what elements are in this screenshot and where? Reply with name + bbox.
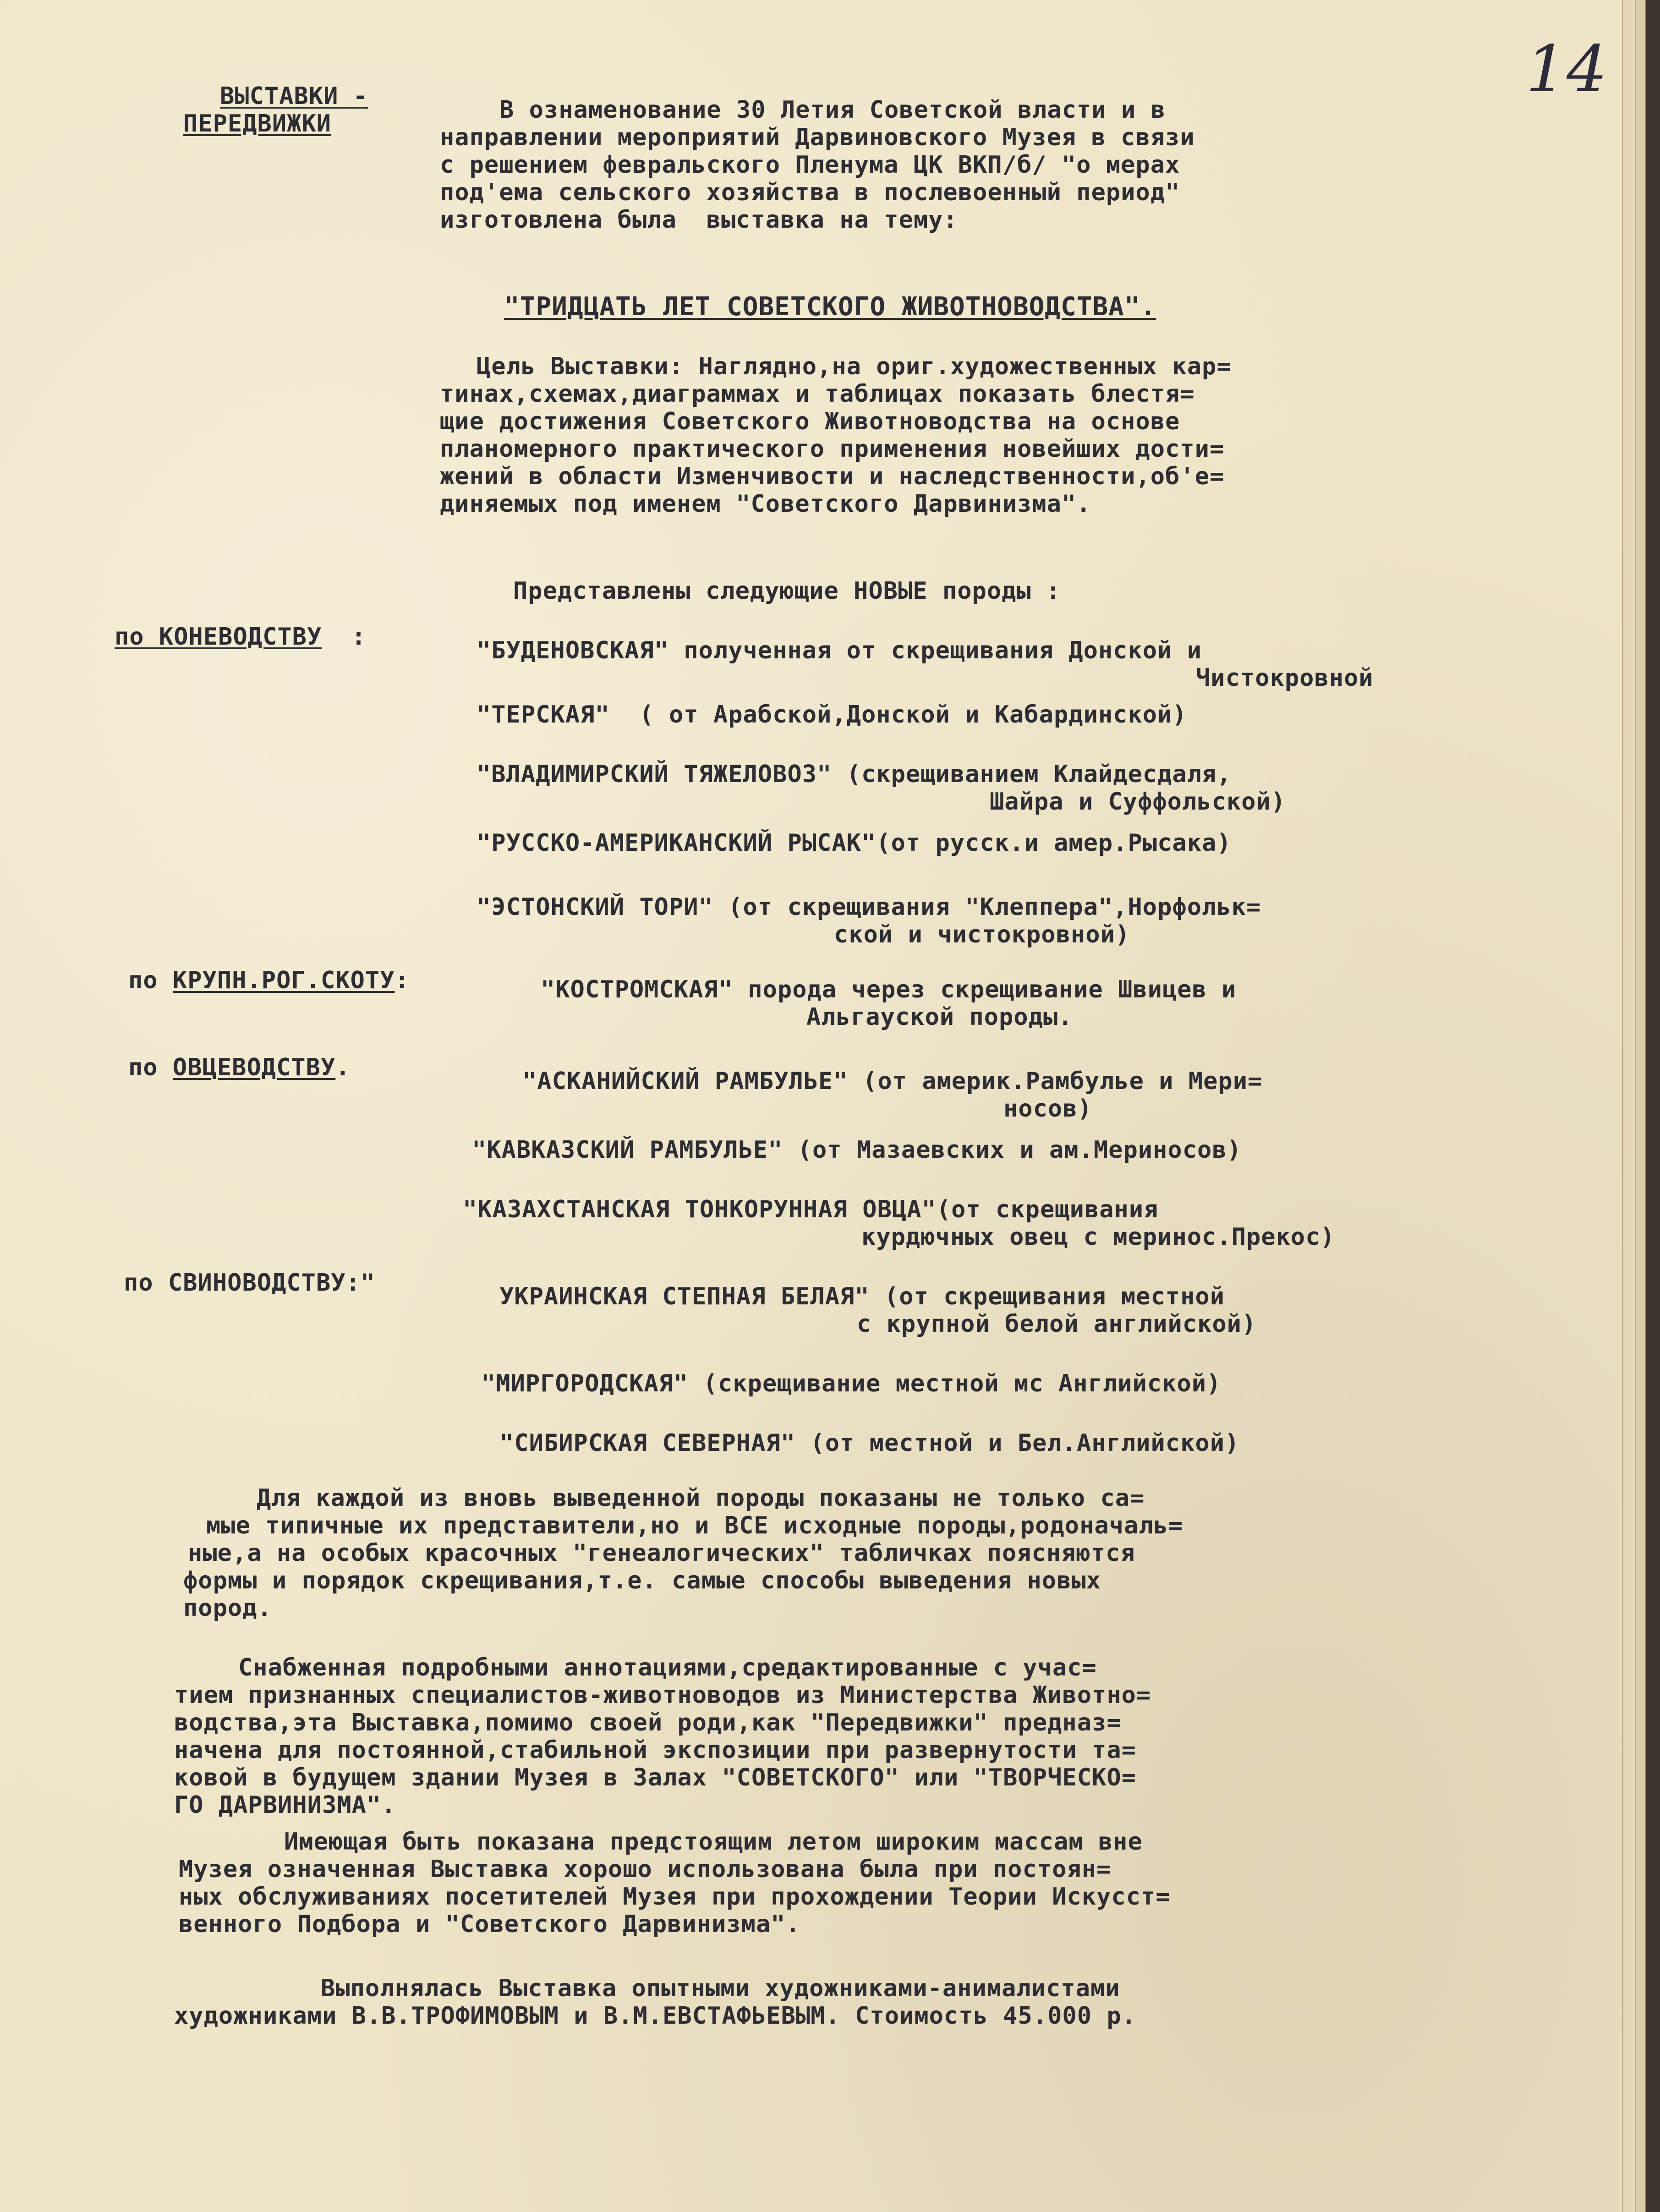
para2-line-1: Снабженная подробными аннотациями,средактированные с учас=: [238, 1654, 1097, 1681]
para1-line-3: ные,а на особых красочных "генеалогических" табличках поясняются: [188, 1539, 1135, 1567]
presented-line: Представлены следующие НОВЫЕ породы :: [513, 577, 1061, 605]
para4-line-1: Выполнялась Выставка опытными художниками-анималистами: [321, 1975, 1120, 2002]
para3-line-2: Музея означенная Выставка хорошо использована была при постоян=: [179, 1856, 1112, 1883]
goal-line-3: щие достижения Советского Животноводства на основе: [440, 408, 1180, 435]
breed-askaniysky-2: носов): [1003, 1095, 1092, 1122]
intro-line-2: направлении мероприятий Дарвиновского Музея в связи: [440, 124, 1195, 151]
category-sheep-label: ОВЦЕВОДСТВУ: [172, 1054, 336, 1081]
category-pig: по СВИНОВОДСТВУ:": [124, 1269, 376, 1297]
para4-line-2: художниками В.В.ТРОФИМОВЫМ и В.М.ЕВСТАФЬЕВЫМ. Стоимость 45.000 р.: [174, 2002, 1136, 2030]
goal-line-2: тинах,схемах,диаграммах и таблицах показать блестя=: [440, 380, 1195, 408]
goal-line-4: планомерного практического применения новейших дости=: [440, 435, 1225, 463]
category-cattle: по КРУПН.РОГ.СКОТУ:: [128, 967, 410, 994]
para1-line-4: формы и порядок скрещивания,т.е. самые способы выведения новых: [183, 1567, 1101, 1594]
heading-line-2: ПЕРЕДВИЖКИ: [183, 110, 332, 137]
breed-kostromskaya-1: "КОСТРОМСКАЯ" порода через скрещивание Швицев и: [541, 976, 1237, 1003]
category-horse-label: по КОНЕВОДСТВУ: [115, 623, 322, 651]
breed-terskaya: "ТЕРСКАЯ" ( от Арабской,Донской и Кабардинской): [477, 701, 1187, 728]
goal-line-1: Цель Выставки: Наглядно,на ориг.художественных кар=: [477, 353, 1232, 380]
breed-kostromskaya-2: Альгауской породы.: [806, 1003, 1073, 1031]
category-horse: по КОНЕВОДСТВУ :: [115, 623, 367, 651]
breed-askaniysky-1: "АСКАНИЙСКИЙ РАМБУЛЬЕ" (от америк.Рамбулье и Мери=: [522, 1068, 1263, 1095]
category-cattle-label: КРУПН.РОГ.СКОТУ: [172, 967, 395, 994]
breed-kazakhstanskaya-2: курдючных овец с меринос.Прекос): [861, 1223, 1335, 1251]
breed-sibirskaya: "СИБИРСКАЯ СЕВЕРНАЯ" (от местной и Бел.Английской): [499, 1429, 1240, 1457]
intro-line-5: изготовлена была выставка на тему:: [440, 206, 958, 234]
para2-line-6: ГО ДАРВИНИЗМА".: [174, 1791, 396, 1819]
para3-line-4: венного Подбора и "Советского Дарвинизма".: [179, 1911, 800, 1938]
para2-line-4: начена для постоянной,стабильной экспозиции при развернутости та=: [174, 1736, 1136, 1764]
para1-line-5: пород.: [183, 1594, 272, 1622]
breed-kazakhstanskaya-1: "КАЗАХСТАНСКАЯ ТОНКОРУННАЯ ОВЦА"(от скрещивания: [463, 1196, 1159, 1223]
page-number: 14: [1526, 32, 1608, 107]
breed-mirgorodskaya: "МИРГОРОДСКАЯ" (скрещивание местной мс Английской): [481, 1370, 1222, 1397]
para1-line-1: Для каждой из вновь выведенной породы показаны не только са=: [257, 1484, 1145, 1512]
breed-ukrainskaya-2: с крупной белой английской): [857, 1310, 1257, 1338]
intro-line-4: под'ема сельского хозяйства в послевоенный период": [440, 179, 1180, 206]
goal-line-6: диняемых под именем "Советского Дарвинизма".: [440, 490, 1091, 518]
goal-line-5: жений в области Изменчивости и наследственности,об'е=: [440, 463, 1225, 490]
breed-vladimirsky-1: "ВЛАДИМИРСКИЙ ТЯЖЕЛОВОЗ" (скрещиванием Клайдесдаля,: [477, 761, 1232, 788]
para2-line-2: тием признанных специалистов-животноводов из Министерства Животно=: [174, 1681, 1151, 1709]
para3-line-1: Имеющая быть показана предстоящим летом широким массам вне: [284, 1828, 1143, 1856]
category-sheep: по ОВЦЕВОДСТВУ.: [128, 1054, 351, 1081]
binder-edge: [1645, 0, 1660, 2212]
page-edge: [1622, 0, 1636, 2212]
breed-ukrainskaya-1: УКРАИНСКАЯ СТЕПНАЯ БЕЛАЯ" (от скрещивания местной: [499, 1283, 1225, 1310]
intro-line-1: В ознаменование 30 Летия Советской власти и в: [499, 96, 1166, 124]
para3-line-3: ных обслуживаниях посетителей Музея при прохождении Теории Искусст=: [179, 1883, 1171, 1911]
breed-russo-american: "РУССКО-АМЕРИКАНСКИЙ РЫСАК"(от русск.и амер.Рысака): [477, 829, 1232, 857]
breed-kavkazsky: "КАВКАЗСКИЙ РАМБУЛЬЕ" (от Мазаевских и ам.Мериносов): [472, 1136, 1242, 1164]
para1-line-2: мые типичные их представители,но и ВСЕ исходные породы,родоначаль=: [206, 1512, 1183, 1539]
exhibition-title: "ТРИДЦАТЬ ЛЕТ СОВЕТСКОГО ЖИВОТНОВОДСТВА".: [504, 292, 1156, 322]
breed-estonsky-2: ской и чистокровной): [834, 921, 1130, 948]
intro-line-3: с решением февральского Пленума ЦК ВКП/б/ "о мерах: [440, 151, 1180, 179]
breed-estonsky-1: "ЭСТОНСКИЙ ТОРИ" (от скрещивания "Клеппера",Норфольк=: [477, 893, 1261, 921]
para2-line-3: водства,эта Выставка,помимо своей роди,как "Передвижки" предназ=: [174, 1709, 1122, 1736]
breed-budennovskaya-2: Чистокровной: [1196, 664, 1374, 692]
heading-line-1: ВЫСТАВКИ -: [220, 82, 368, 110]
breed-budennovskaya-1: "БУДЕНОВСКАЯ" полученная от скрещивания Донской и: [477, 637, 1202, 664]
breed-vladimirsky-2: Шайра и Суффольской): [990, 788, 1286, 816]
para2-line-5: ковой в будущем здании Музея в Залах "СОВЕТСКОГО" или "ТВОРЧЕСКО=: [174, 1764, 1136, 1791]
